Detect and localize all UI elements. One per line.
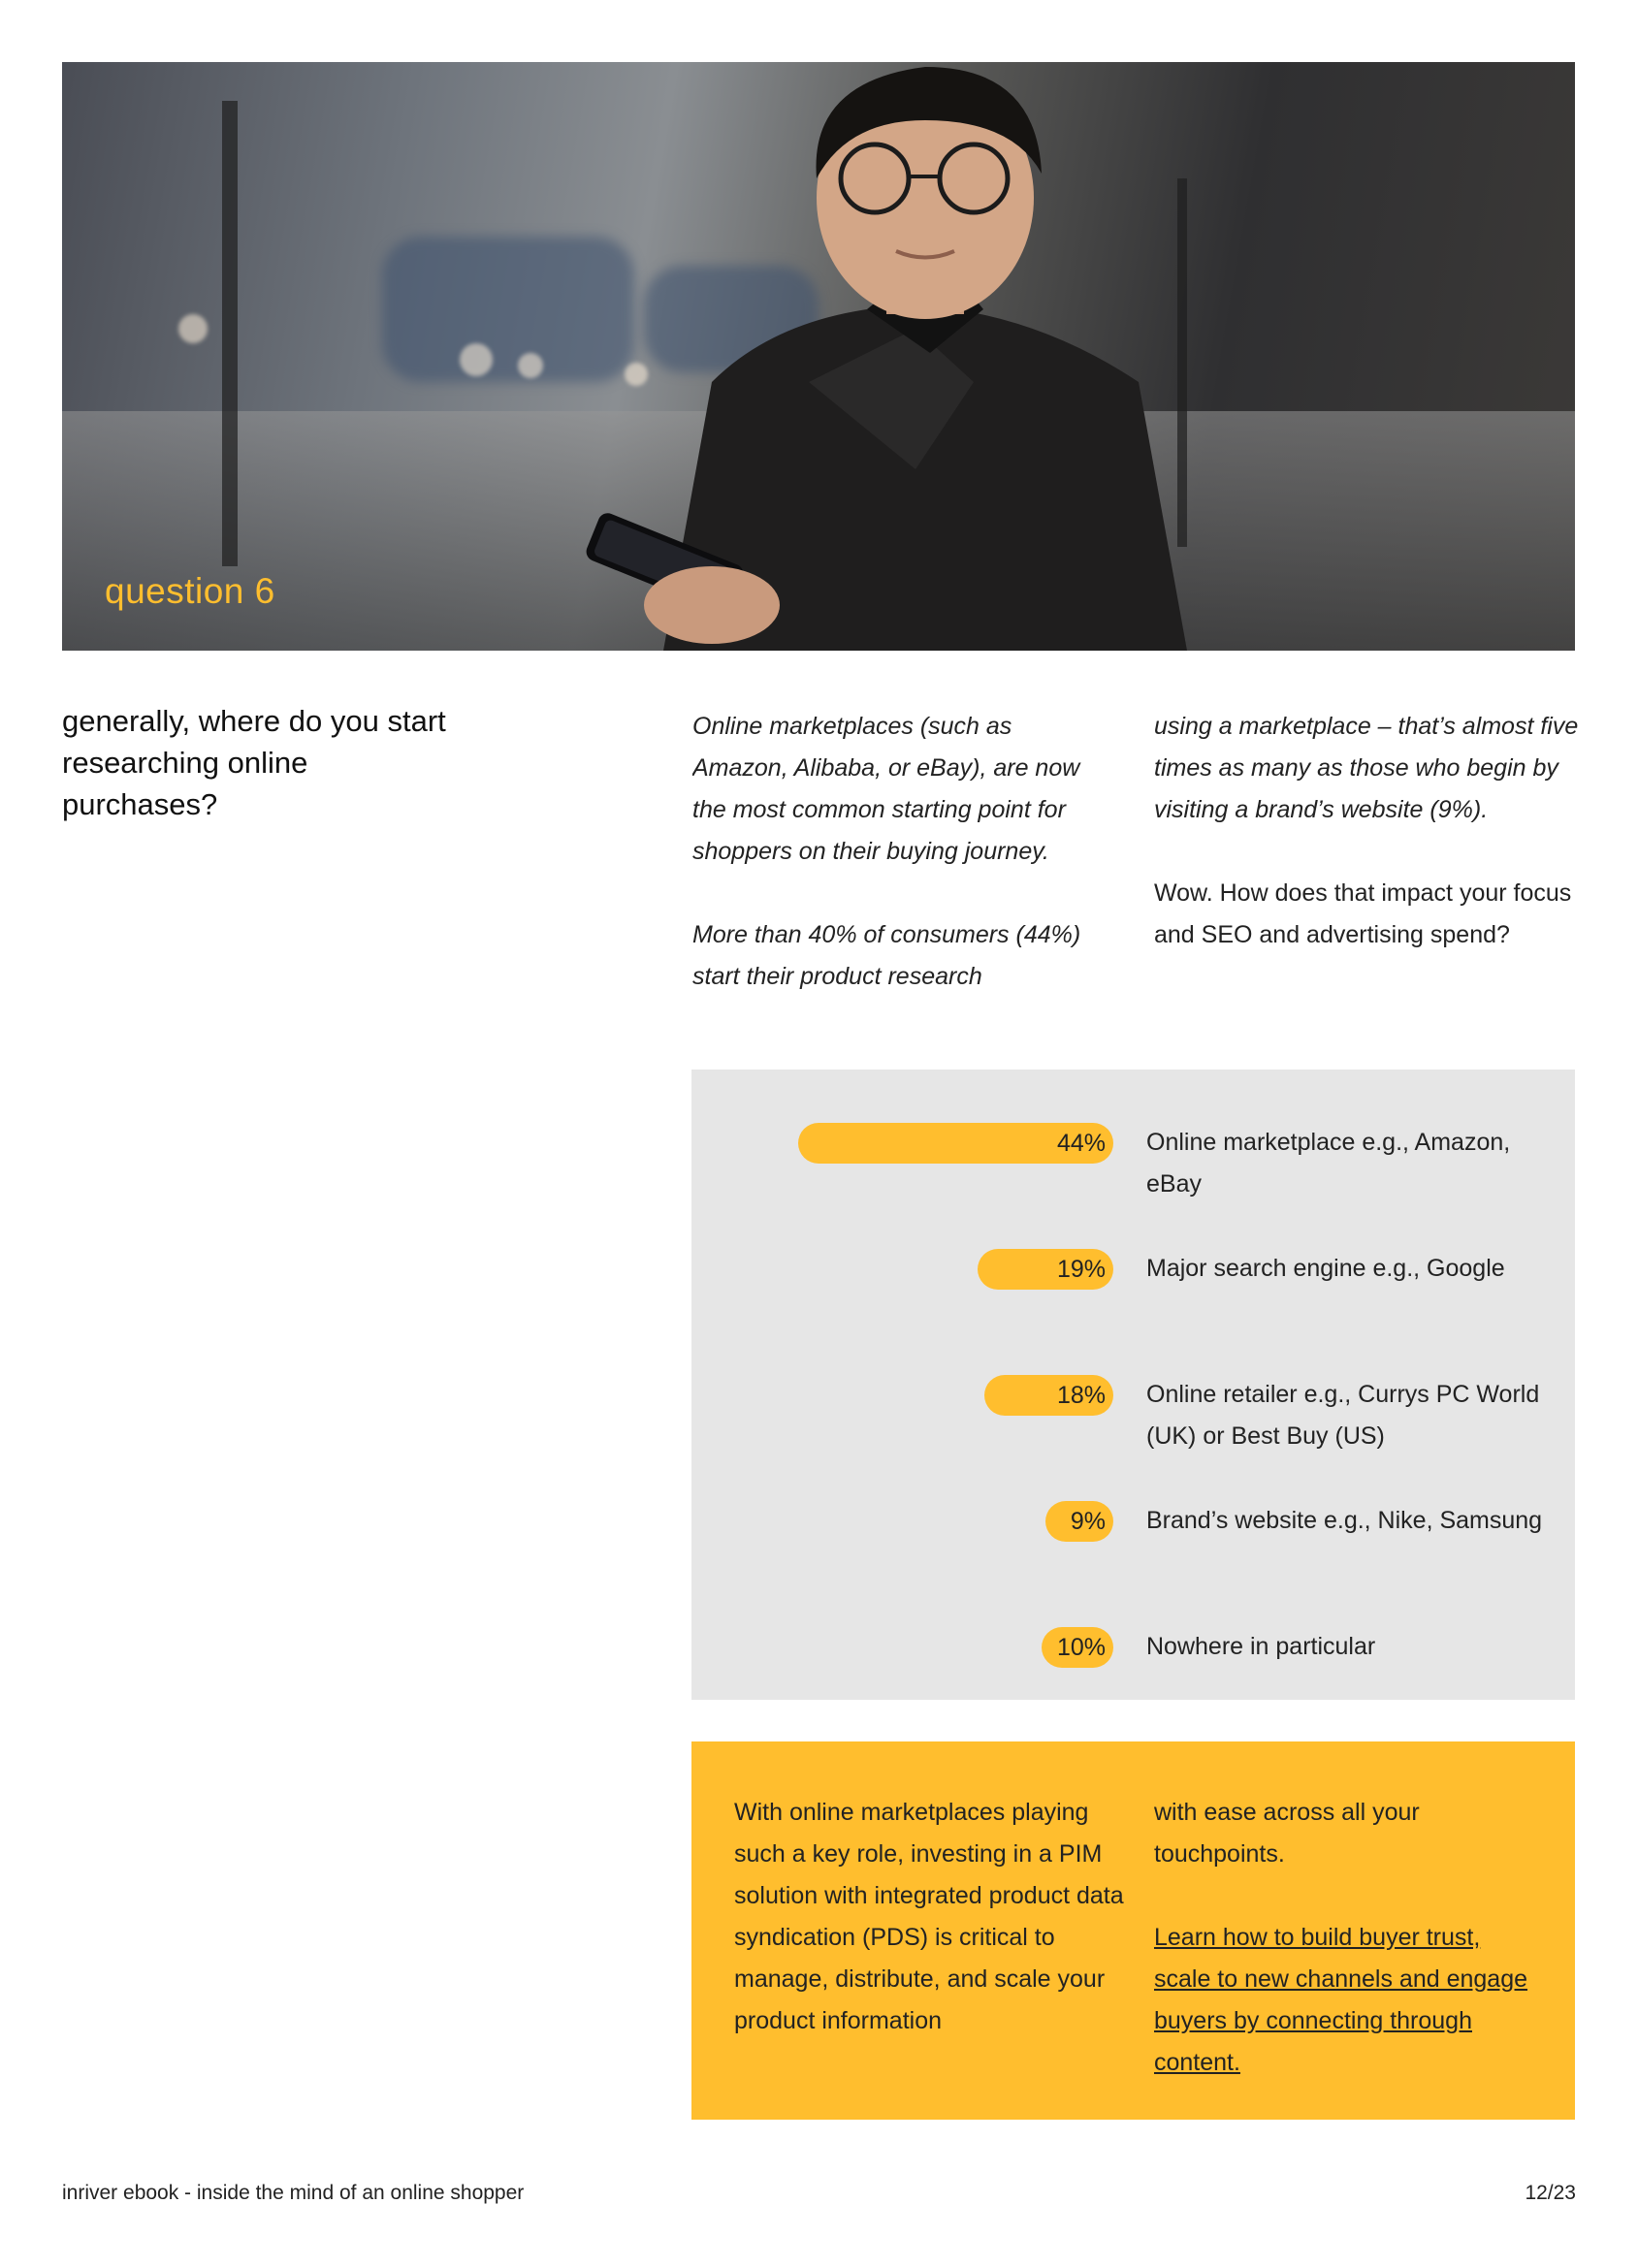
intro-paragraph: More than 40% of consumers (44%) start their product research xyxy=(692,921,1081,990)
research-start-bar-chart xyxy=(691,1070,1575,1700)
bar-label-4: Brand’s website e.g., Nike, Samsung xyxy=(1146,1507,1543,1534)
callout-text-right xyxy=(1154,1792,1542,2084)
bar-1: 44% xyxy=(798,1123,1113,1164)
pim-callout-box xyxy=(691,1741,1575,2120)
bar-label-2: Major search engine e.g., Google xyxy=(1146,1255,1505,1282)
bar-label-1: Online marketplace e.g., Amazon, eBay xyxy=(1146,1129,1511,1198)
bar-label-5: Nowhere in particular xyxy=(1146,1633,1376,1660)
bar-label-3: Online retailer e.g., Currys PC World (UK) or Best Buy (US) xyxy=(1146,1381,1540,1450)
bokeh-light xyxy=(178,314,208,343)
intro-paragraph: Online marketplaces (such as Amazon, Alibaba, or eBay), are now the most common starting point for shoppers on their buying journey. xyxy=(692,713,1080,865)
intro-column-left xyxy=(692,706,1090,1074)
intro-paragraph: Wow. How does that impact your focus and SEO and advertising spend? xyxy=(1154,879,1572,948)
learn-more-link[interactable]: Learn how to build buyer trust, scale to new channels and engage buyers by connecting through content. xyxy=(1154,1924,1528,2076)
bar-3: 18% xyxy=(984,1375,1113,1416)
bar-5: 10% xyxy=(1042,1627,1113,1668)
intro-column-right xyxy=(1154,706,1581,998)
bokeh-light xyxy=(518,353,543,378)
callout-text: With online marketplaces playing such a key role, investing in a PIM solution with integrated product data syndication (PDS) is critical to manage, distribute, and scale your product information xyxy=(734,1799,1124,2034)
bokeh-light xyxy=(460,343,493,376)
page-number: 12/23 xyxy=(1525,2182,1576,2204)
question-heading: generally, where do you start researching online purchases? xyxy=(62,704,446,821)
intro-paragraph: using a marketplace – that’s almost five times as many as those who begin by visiting a brand’s website (9%). xyxy=(1154,713,1579,823)
bar-4: 9% xyxy=(1045,1501,1113,1542)
person-with-phone-illustration xyxy=(547,62,1420,651)
footer-title: inriver ebook - inside the mind of an online shopper xyxy=(62,2182,525,2204)
street-pole xyxy=(222,101,238,566)
hero-photo xyxy=(62,62,1575,651)
question-label: question 6 xyxy=(105,571,275,611)
bar-2: 19% xyxy=(978,1249,1113,1290)
callout-text: with ease across all your touchpoints. xyxy=(1154,1799,1420,1868)
